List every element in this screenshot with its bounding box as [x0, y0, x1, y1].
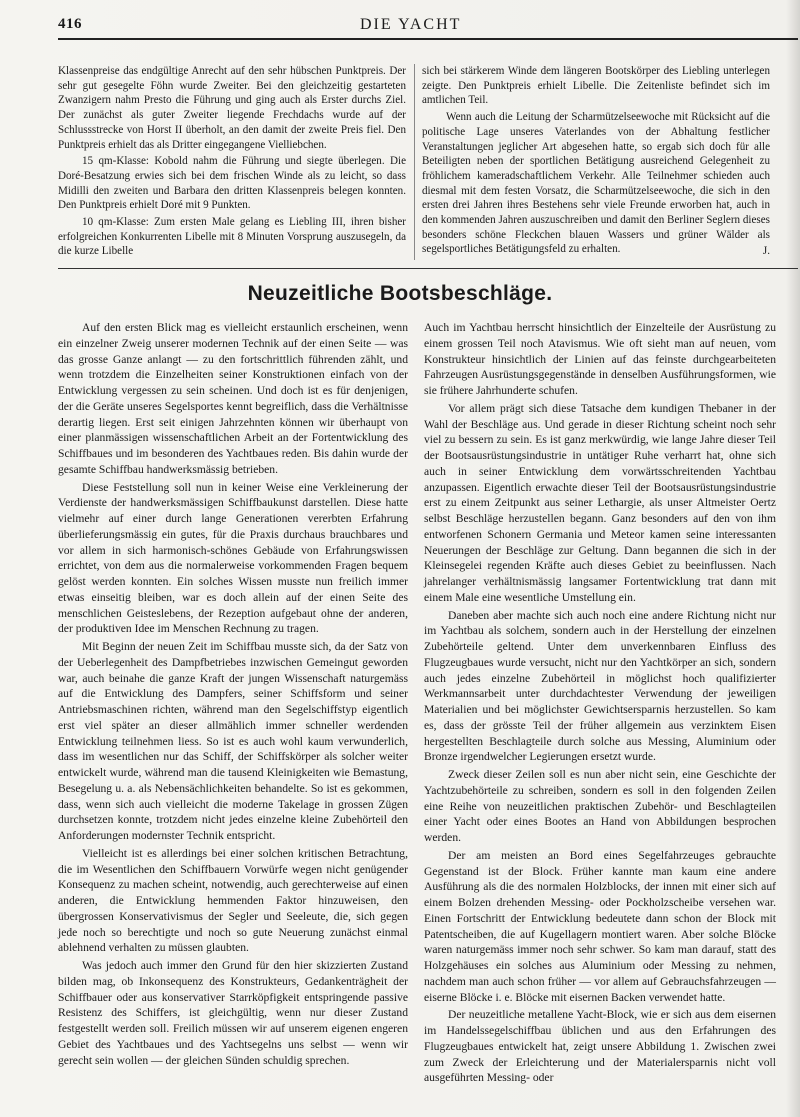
paragraph: Vielleicht ist es allerdings bei einer solchen kritischen Betrachtung, die im Wesentlichen den Schiffbauern Vorwürfe wegen nicht genügender Konsequenz zu machen scheint, notwendig, auch gerechterweise auf einen anderen, die Entwicklung hemmenden Faktor hinzuweisen, den übergrossen Konservativismus der Segler und Seeleute, die, sich gegen jede noch so berechtigte und noch so gute Neuerung zunächst einmal ablehnend verhalten zu müssen glaubten.	[58, 846, 408, 955]
continued-report-right-column	[422, 64, 770, 261]
paragraph: 15 qm-Klasse: Kobold nahm die Führung und siegte überlegen. Die Doré-Besatzung erwies sich bei dem frischen Winde als zu leicht, so dass Midilli den zweiten und Barbara den dritten Klassenpreis belegen konnten. Den Punktpreis erhielt Doré mit 9 Punkten.	[58, 155, 406, 212]
paragraph: Auch im Yachtbau herrscht hinsichtlich der Einzelteile der Ausrüstung zu einem grossen Teil noch Atavismus. Wie oft sieht man auf neuen, vom Konstrukteur hinsichtlich der Linien auf das feinste durchgearbeiteten Fahrzeugen Ausrüstungsgegenstände in denselben Ausführungsformen, wie sie frühere Jahrhunderte schufen.	[424, 321, 776, 397]
article-left-column	[58, 320, 408, 1070]
running-head-title: DIE YACHT	[360, 16, 462, 33]
page-edge-shadow	[786, 0, 800, 1117]
paragraph: Zweck dieser Zeilen soll es nun aber nicht sein, eine Geschichte der Yachtzubehörteile zu schreiben, sondern es soll in den folgenden Zeilen eine Reihe von neuzeitlichen praktischen Zubehör- und Beschlagteilen einer Yacht oder eines Bootes an Hand von Abbildungen besprochen werden.	[424, 768, 776, 844]
paragraph: Diese Feststellung soll nun in keiner Weise eine Verkleinerung der Verdienste der handwerksmässigen Schiffbaukunst darstellen. Diese hatte vielmehr auf einer durch lange Generationen vererbten Erfahrung überlieferungsmässig ein gutes, für die Praxis durchaus brauchbares und vor allem in sich harmonisch-schönes Gebäude von Erfahrungswissen errichtet, von dem aus die normalerweise vorkommenden Fragen bequem gelöst werden konnten. Ein solches Wissen musste nun freilich immer etwas einseitig bleiben, war es doch allein auf der einen Seite des menschlichen Geisteslebens, der Rezeption aufgebaut ohne der anderen, der produktiven Idee im Menschen Rechnung zu tragen.	[58, 480, 408, 636]
article-title: Neuzeitliche Bootsbeschläge.	[247, 282, 553, 305]
paragraph: Wenn auch die Leitung der Scharmützelseewoche mit Rücksicht auf die politische Lage unseres Vaterlandes von der Abhaltung festlicher Veranstaltungen jeglicher Art abgesehen hatte, so ergab sich doch für alle Beteiligten neben der sportlichen Betätigung ausreichend Gelegenheit zu fröhlichem kameradschaftlichem Verkehr. Alle Teilnehmer schieden auch diesmal mit dem festen Vorsatz, die Scharmützelseewoche, die sich in den ersten drei Jahren ihres Bestehens sehr viele Freunde erworben hat, auch in den kommenden Jahren auszuschreiben und damit den Berliner Seglern dieses besonders schöne Fleckchen blauen Wassers und grüner Wälder als segelsportliches Betätigungsfeld zu erhalten.	[422, 111, 770, 256]
page-number: 416	[58, 16, 82, 32]
column-divider	[414, 64, 415, 260]
paragraph: Was jedoch auch immer den Grund für den hier skizzierten Zustand bilden mag, ob Inkonsequenz des Konstrukteurs, Gedankenträgheit der Schiffbauer oder aus konservativer Starrköpfigkeit entspringende passive Resistenz des Schiffers, ist gleichgültig, wenn nur dieser Zustand festgestellt werden soll. Freilich müssen wir auf unserem eigenen engeren Gebiet des Yachtbaues und des Yachtsegelns uns selbst — wenn wir gerecht sein wollen — der gleichen Sünden schuldig sprechen.	[58, 959, 408, 1067]
paragraph: Auf den ersten Blick mag es vielleicht erstaunlich erscheinen, wenn ein einzelner Zweig unserer modernen Technik auf der einen Seite — was das grosse Ganze anlangt — zu den fortschrittlich führenden zählt, und wenn trotzdem die Einzelheiten seiner Konstruktionen einfach von der Entwicklung vergessen zu sein scheinen. Und doch ist es für denjenigen, der die Geräte unseres Segelsportes kennt begreiflich, dass die Verhältnisse derartig liegen. Erst seit einigen Jahrzehnten können wir überhaupt von einer planmässigen wissenschaftlichen Arbeit an der Fortentwicklung des Schiffbaues und im besonderen des Yachtbaues reden. Bis dahin wurde der gesamte Schiffbau handwerksmässig betrieben.	[58, 321, 408, 476]
section-rule	[58, 268, 798, 269]
continued-report-left-column	[58, 64, 406, 261]
article-right-column	[424, 320, 776, 1088]
paragraph: Der neuzeitliche metallene Yacht-Block, wie er sich aus dem eisernen im Handelssegelschiffbau üblichen und aus den Erfahrungen des Flugzeugbaues entwickelt hat, zeigt unsere Abbildung 1. Zwischen zwei zum Zweck der Erleichterung und der Materialersparnis nicht voll ausgeführten Messing- oder	[424, 1008, 776, 1085]
paragraph: Klassenpreise das endgültige Anrecht auf den sehr hübschen Punktpreis. Der sehr gut gesegelte Föhn wurde Zweiter. Bei den gleichzeitig gestarteten Zwanzigern nahm Presto die Führung und ging auch als Erster durchs Ziel. Der zunächst als guter Zweiter liegende Frechdachs wurde auf der Schlussstrecke von Horst II überholt, an den damit der zweite Preis fiel. Den Punktpreis erhielt das als Dritter eingegangene Vielliebchen.	[58, 65, 406, 151]
paragraph: Mit Beginn der neuen Zeit im Schiffbau musste sich, da der Satz von der Ueberlegenheit des Dampfbetriebes inzwischen Gemeingut geworden war, auch beinahe die ganze Kraft der jungen Wissenschaft naturgemäss auf die Entwicklung des Dampfers, seiner Schiffsform und seiner Antriebsmaschinen richten, während man den Segelschiffstyp eigentlich erst viel später an dieser allmählich immer schneller werdenden Entwicklung teilnehmen liess. So ist es auch wohl kaum verwunderlich, dass im wesentlichen nur das Schiff, der Schiffskörper als solcher weiter entwickelt wurde, während man die tausend Kleinigkeiten wie Bemastung, Besegelung u. a. als Nebensächlichkeiten behandelte. So ist es gekommen, dass, wenn sich auch vielleicht die moderne Takelage in grossen Zügen durchsetzen konnte, trotzdem nicht jedes einzelne kleine Zubehörteil den Anforderungen modernster Technik entspricht.	[58, 640, 408, 842]
paragraph: Daneben aber machte sich auch noch eine andere Richtung nicht nur im Yachtbau als solchem, sondern auch in der Herstellung der einzelnen Zubehörteile geltend. Unter dem unverkennbaren Einfluss des Flugzeugbaues wurde versucht, nicht nur den Yachtkörper an sich, sondern auch jedes einzelne Zubehörteil in möglichst hoch qualifizierter Werkmannsarbeit unter durchdachtester Verwendung der jeweiligen Materialien und bei möglichster Gewichtsersparnis herzustellen. So kam es, dass der grösste Teil der früher allgemein aus verzinktem Eisen hergestellten Beschlagteile durch solche aus Messing, Aluminium oder Bronze irgendwelcher Legierungen ersetzt wurde.	[424, 608, 776, 764]
paragraph: sich bei stärkerem Winde dem längeren Bootskörper des Liebling unterlegen zeigte. Den Punktpreis erhielt Libelle. Die Zeitenliste befindet sich im amtlichen Teil.	[422, 65, 770, 107]
paragraph: Vor allem prägt sich diese Tatsache dem kundigen Thebaner in der Wahl der Beschläge aus. Und gerade in dieser Richtung scheint noch sehr viel zu bessern zu sein. Es ist ganz merkwürdig, wie lange Jahre dieser Teil der Bootsausrüstungsindustrie in untätiger Ruhe verharrt hat, ohne sich auch in seiner Entwicklung dem vorwärtsschreitenden Yachtbau anzupassen. Eigentlich erwachte dieser Teil der Bootsausrüstungsindustrie erst zu einem Zeitpunkt aus seiner Lethargie, als unser Altmeister Oertz selbst Beschläge herzustellen begann. Ganz besonders auf den von ihm entworfenen Schonern Germania und Meteor kamen seine interessanten Neuerungen der Beschläge zur Geltung. Dann begannen die sich in der Kleinsegelei regenden Kräfte auch dieses Gebiet zu beeinflussen. Nach jahrelanger verhältnismässig langsamer Fortentwicklung trat dann mit einem Male eine wesentliche Umstellung ein.	[424, 401, 776, 604]
author-signature: J.	[762, 245, 770, 258]
paragraph: 10 qm-Klasse: Zum ersten Male gelang es Liebling III, ihren bisher erfolgreichen Konkurrenten Libelle mit 8 Minuten Vorsprung auszusegeln, da die kurze Libelle	[58, 216, 406, 258]
paragraph: Der am meisten an Bord eines Segelfahrzeuges gebrauchte Gegenstand ist der Block. Früher kannte man kaum eine andere Ausführung als die des normalen Holzblocks, der innen mit einer sich auf einem Bolzen drehenden Messing- oder Pockholzscheibe versehen war. Einen Fortschritt der Entwicklung bedeutete dann schon der Block mit Patentscheiben, die auf Kugellagern montiert waren. Aber solche Blöcke waren naturgemäss immer noch sehr schwer. So kam man darauf, statt des Holzgehäuses ein solches aus Aluminium oder Messing zu nehmen, nachdem man auch schon früher — vor allem auf Gebrauchsfahrzeugen — eiserne Blöcke i. e. Blöcke mit eisernen Backen verwendet hatte.	[424, 848, 776, 1004]
header-rule	[58, 38, 798, 40]
